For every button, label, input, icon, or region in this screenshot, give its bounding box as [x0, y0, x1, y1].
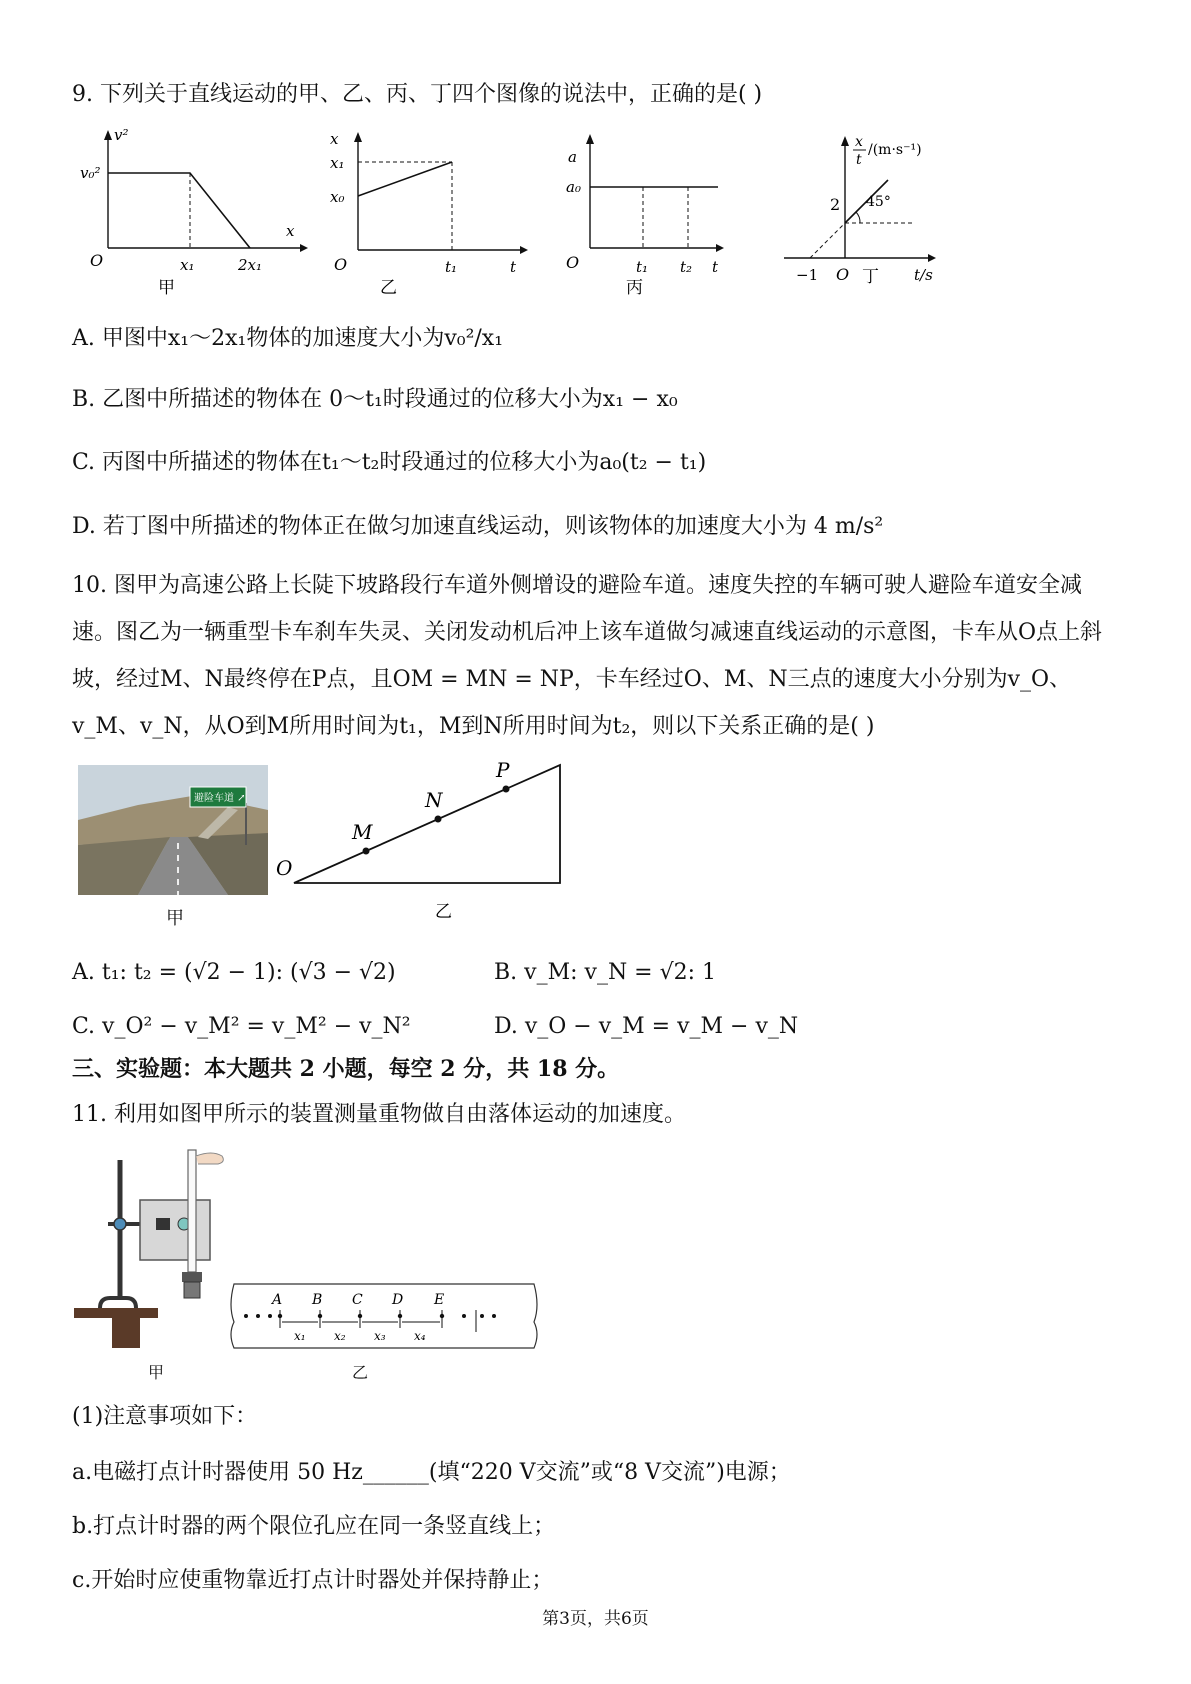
ding-ylabel-num: x	[855, 134, 863, 150]
photo-sign-text: 避险车道 ↗	[194, 793, 246, 804]
ding-origin: O	[836, 265, 850, 284]
yi-t1: t₁	[445, 258, 458, 276]
yi-y0: x₀	[330, 188, 345, 206]
jia-ylabel: v²	[114, 126, 129, 144]
q9-option-c: C. 丙图中所描述的物体在t₁～t₂时段通过的位移大小为a₀(t₂ − t₁)	[72, 450, 707, 475]
q10-fig-jia-caption: 甲	[166, 908, 184, 929]
jia-x2: 2x₁	[238, 256, 263, 274]
tape-seg-x4: x₄	[414, 1329, 426, 1343]
tape-seg-x3: x₃	[374, 1329, 386, 1343]
q11-fig-yi-caption: 乙	[352, 1363, 369, 1382]
tape-label-b: B	[312, 1292, 323, 1308]
q10-option-b: B. v_M: v_N = √2: 1	[494, 960, 717, 985]
q9-fig-yi	[330, 128, 530, 298]
ding-xlabel: t/s	[914, 266, 933, 284]
bing-yval: a₀	[566, 178, 581, 196]
q9-option-d: D. 若丁图中所描述的物体正在做匀加速直线运动，则该物体的加速度大小为 4 m/s²	[72, 514, 884, 539]
q10-photo-jia	[78, 765, 268, 895]
tape-seg-x2: x₂	[334, 1329, 346, 1343]
yi-caption: 乙	[380, 278, 397, 298]
q11-stem: 11. 利用如图甲所示的装置测量重物做自由落体运动的加速度。	[72, 1102, 686, 1127]
bing-caption: 丙	[626, 278, 643, 298]
yi-y1: x₁	[330, 154, 345, 172]
q11-notes-title: (1)注意事项如下：	[72, 1404, 258, 1429]
slope-caption: 乙	[435, 902, 452, 922]
tape-label-d: D	[392, 1292, 404, 1308]
yi-xlabel: t	[510, 258, 517, 276]
yi-ylabel: x	[330, 130, 339, 148]
slope-point-o: O	[276, 856, 293, 880]
bing-t2: t₂	[680, 258, 693, 276]
section-3-header: 三、实验题：本大题共 2 小题，每空 2 分，共 18 分。	[72, 1056, 620, 1082]
q11-fig-jia-caption: 甲	[148, 1363, 165, 1382]
ding-caption: 丁	[862, 267, 879, 287]
slope-point-m: M	[352, 820, 373, 844]
jia-yval: v₀²	[80, 164, 101, 182]
ding-ylabel-unit: /(m·s⁻¹)	[868, 142, 922, 158]
q11-note-a: a.电磁打点计时器使用 50 Hz______(填“220 V交流”或“8 V交流”)电源；	[72, 1460, 791, 1485]
bing-ylabel: a	[568, 148, 577, 166]
q10-option-c: C. v_O² − v_M² = v_M² − v_N²	[72, 1014, 411, 1039]
ding-angle: 45°	[866, 194, 891, 210]
slope-point-n: N	[425, 788, 443, 812]
bing-xlabel: t	[712, 258, 719, 276]
ding-xneg: −1	[796, 266, 819, 284]
q11-apparatus	[72, 1148, 242, 1348]
tape-seg-x1: x₁	[294, 1329, 306, 1343]
q10-option-d: D. v_O − v_M = v_M − v_N	[494, 1014, 799, 1039]
ding-ylabel-den: t	[856, 152, 862, 168]
q9-stem: 9. 下列关于直线运动的甲、乙、丙、丁四个图像的说法中，正确的是( )	[72, 82, 763, 107]
q10-option-a: A. t₁: t₂ = (√2 − 1): (√3 − √2)	[72, 960, 396, 985]
q11-note-b: b.打点计时器的两个限位孔应在同一条竖直线上；	[72, 1514, 556, 1539]
tape-label-c: C	[352, 1292, 363, 1308]
q11-tape	[224, 1278, 544, 1358]
slope-point-p: P	[496, 758, 510, 782]
q9-option-a: A. 甲图中x₁～2x₁物体的加速度大小为v₀²/x₁	[72, 326, 504, 351]
jia-caption: 甲	[158, 278, 175, 298]
q10-stem: 10. 图甲为高速公路上长陡下坡路段行车道外侧增设的避险车道。速度失控的车辆可驶人避险车道安全减速。图乙为一辆重型卡车刹车失灵、关闭发动机后冲上该车道做匀减速直线运动的示意图，卡车从O点上斜坡，经过M、N最终停在P点，且OM = MN = NP，卡车经过O、M、N三点的速度大小分别为v_O、v_M、v_N，从O到M所用时间为t₁，M到N所用时间为t₂，则以下关系正确的是( )	[72, 573, 1103, 739]
q9-fig-bing	[568, 128, 728, 298]
tape-label-a: A	[272, 1292, 283, 1308]
bing-origin: O	[566, 253, 580, 272]
q9-option-b: B. 乙图中所描述的物体在 0～t₁时段通过的位移大小为x₁ − x₀	[72, 387, 678, 412]
jia-xlabel: x	[286, 222, 295, 240]
q11-note-c: c.开始时应使重物靠近打点计时器处并保持静止；	[72, 1568, 554, 1593]
q9-fig-ding	[780, 134, 960, 294]
tape-label-e: E	[434, 1292, 445, 1308]
q10-fig-slope	[270, 755, 570, 925]
ding-yval: 2	[830, 195, 841, 214]
yi-origin: O	[334, 255, 348, 274]
q9-fig-jia	[78, 128, 308, 298]
page-footer: 第3页，共6页	[542, 1609, 649, 1629]
bing-t1: t₁	[636, 258, 649, 276]
jia-x1: x₁	[180, 256, 195, 274]
jia-origin: O	[90, 251, 104, 270]
